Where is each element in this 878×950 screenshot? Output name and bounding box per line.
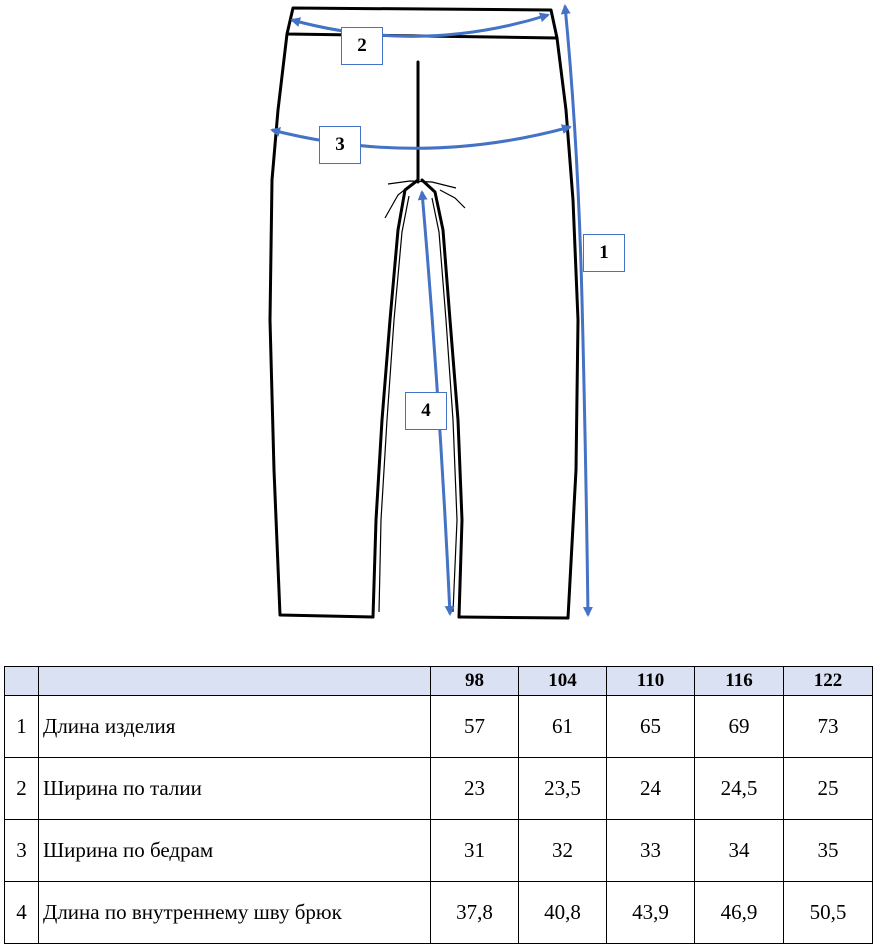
header-size: 98: [431, 667, 519, 696]
row-value: 43,9: [607, 882, 695, 944]
row-value: 46,9: [695, 882, 784, 944]
arrow-hips: [272, 127, 570, 148]
table-row: [5, 696, 873, 758]
row-value: 23: [431, 758, 519, 820]
row-value: 23,5: [519, 758, 607, 820]
callout-inseam: 4: [405, 392, 447, 430]
row-value: 24: [607, 758, 695, 820]
row-value: 37,8: [431, 882, 519, 944]
row-value: 57: [431, 696, 519, 758]
row-value: 25: [784, 758, 873, 820]
row-label: Длина изделия: [39, 696, 431, 758]
callout-hips: 3: [319, 126, 361, 164]
row-value: 40,8: [519, 882, 607, 944]
row-value: 73: [784, 696, 873, 758]
row-value: 31: [431, 820, 519, 882]
row-value: 32: [519, 820, 607, 882]
row-value: 35: [784, 820, 873, 882]
header-size: 116: [695, 667, 784, 696]
header-size: 110: [607, 667, 695, 696]
header-size: 122: [784, 667, 873, 696]
row-value: 61: [519, 696, 607, 758]
arrow-waist: [292, 15, 548, 36]
header-number-cell: [5, 667, 39, 696]
table-row: [5, 758, 873, 820]
row-number: 1: [5, 696, 39, 758]
table-row: [5, 820, 873, 882]
table-row: [5, 882, 873, 944]
table-header-row: [5, 667, 873, 696]
row-value: 33: [607, 820, 695, 882]
header-label-cell: [39, 667, 431, 696]
measurement-arrows: [272, 6, 588, 615]
row-label: Длина по внутреннему шву брюк: [39, 882, 431, 944]
pants-outline: [270, 8, 578, 618]
row-label: Ширина по талии: [39, 758, 431, 820]
row-value: 69: [695, 696, 784, 758]
callout-length: 1: [583, 234, 625, 272]
row-value: 65: [607, 696, 695, 758]
row-value: 50,5: [784, 882, 873, 944]
row-value: 24,5: [695, 758, 784, 820]
row-label: Ширина по бедрам: [39, 820, 431, 882]
header-size: 104: [519, 667, 607, 696]
row-value: 34: [695, 820, 784, 882]
row-number: 3: [5, 820, 39, 882]
row-number: 2: [5, 758, 39, 820]
row-number: 4: [5, 882, 39, 944]
callout-waist: 2: [341, 27, 383, 65]
size-table: [4, 666, 873, 944]
